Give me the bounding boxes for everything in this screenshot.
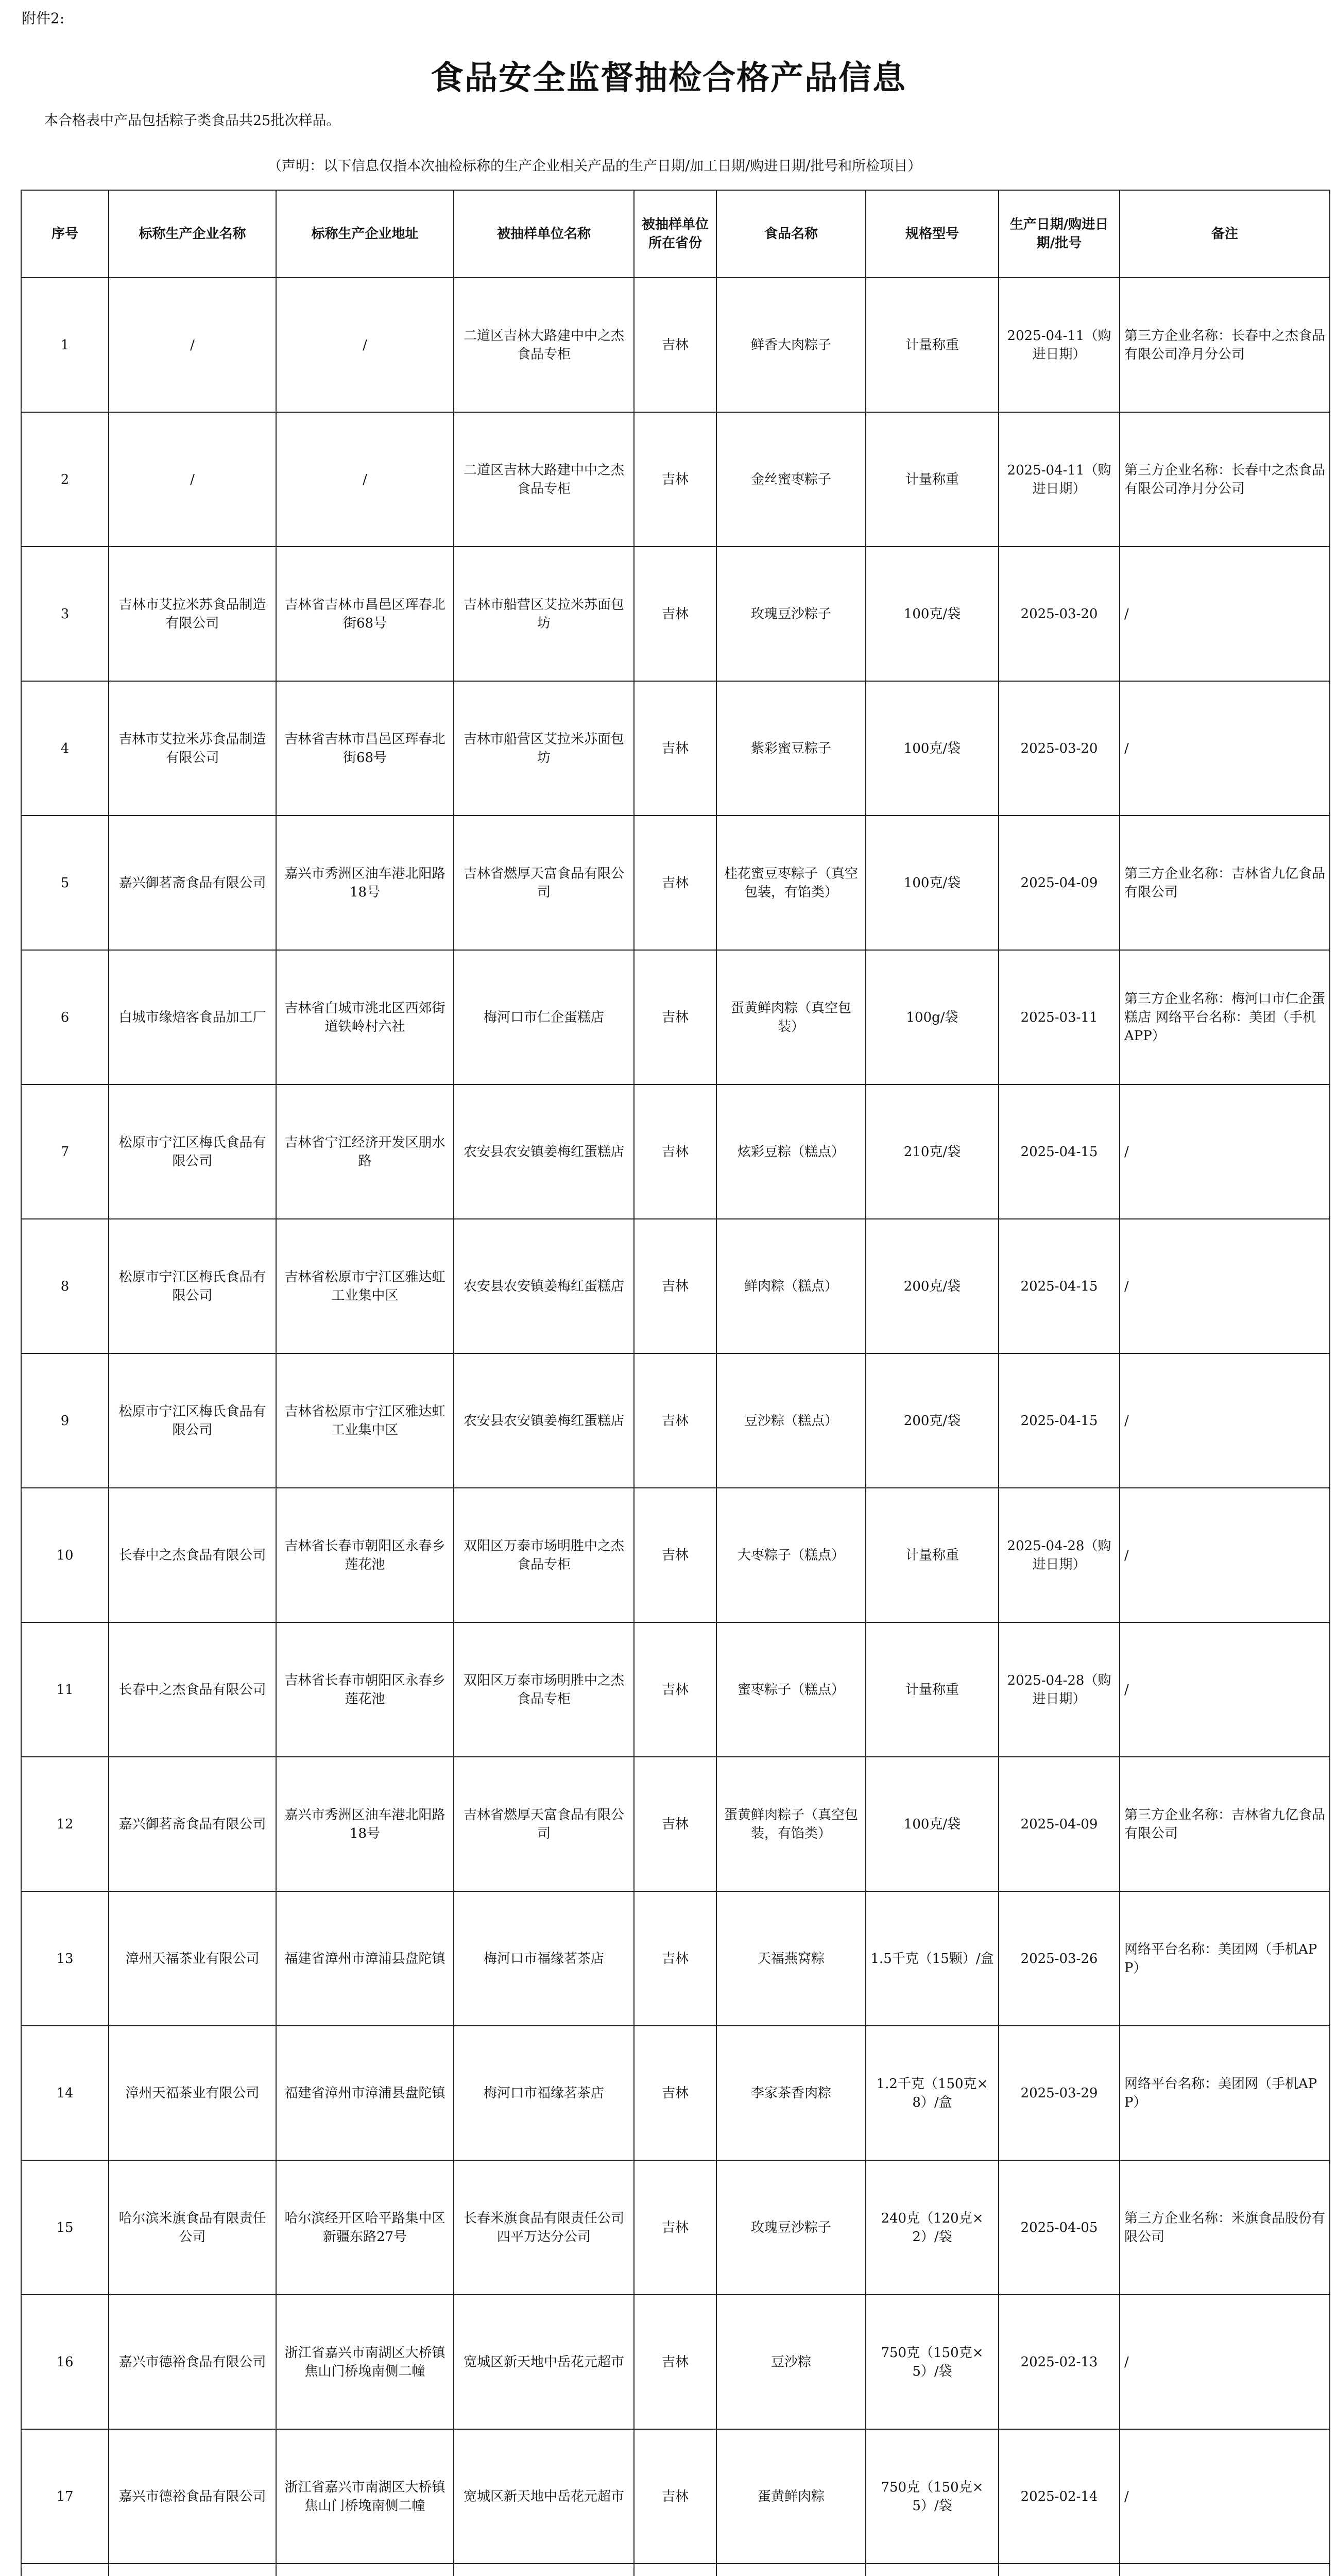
cell-manufacturer-address: 福建省漳州市漳浦县盘陀镇 (276, 2026, 454, 2160)
cell-manufacturer-address: 吉林省长春市朝阳区永春乡莲花池 (276, 1622, 454, 1757)
cell-manufacturer-address: 吉林省松原市宁江区雅达虹工业集中区 (276, 1353, 454, 1488)
cell-remark: / (1120, 547, 1330, 681)
product-table (21, 190, 1330, 2576)
table-row (21, 2295, 1330, 2429)
cell-spec: 240克（120克×2）/袋 (866, 2160, 999, 2295)
cell-remark: / (1120, 2295, 1330, 2429)
cell-manufacturer: 吉林市艾拉米苏食品制造有限公司 (109, 547, 276, 681)
cell-manufacturer-address: 吉林省松原市宁江区雅达虹工业集中区 (276, 1219, 454, 1353)
cell-province: 吉林 (634, 950, 716, 1084)
intro-text: 本合格表中产品包括粽子类食品共25批次样品。 (44, 113, 340, 129)
cell-food-name: 天福燕窝粽 (716, 1891, 866, 2026)
cell-food-name: 金丝蜜枣粽子 (716, 412, 866, 547)
cell-manufacturer: 白城市缘焙客食品加工厂 (109, 950, 276, 1084)
cell-manufacturer: 嘉兴御茗斋食品有限公司 (109, 1757, 276, 1891)
cell-province: 吉林 (634, 2160, 716, 2295)
cell-manufacturer: 嘉兴市德裕食品有限公司 (109, 2429, 276, 2564)
cell-manufacturer-address: 哈尔滨经开区哈平路集中区新疆东路27号 (276, 2160, 454, 2295)
cell-sampled-unit: 吉林市船营区艾拉米苏面包坊 (454, 547, 634, 681)
cell-date: 2025-03-29 (999, 2026, 1120, 2160)
cell-date: 2025-04-15 (999, 1084, 1120, 1219)
cell-sampled-unit: 农安县农安镇姜梅红蛋糕店 (454, 1219, 634, 1353)
cell-remark: / (1120, 681, 1330, 816)
cell-spec: 100克/袋 (866, 816, 999, 950)
table-row (21, 1488, 1330, 1622)
cell-date: 2025-02-13 (999, 2295, 1120, 2429)
cell-sampled-unit: 农安县农安镇姜梅红蛋糕店 (454, 1084, 634, 1219)
cell-spec: 100g/袋 (866, 950, 999, 1084)
cell-remark: 第三方企业名称：长春中之杰食品有限公司净月分公司 (1120, 412, 1330, 547)
header-sampled-unit: 被抽样单位名称 (454, 190, 634, 278)
table-row (21, 2564, 1330, 2576)
header-remark: 备注 (1120, 190, 1330, 278)
cell-sampled-unit: 二道区吉林大路建中中之杰食品专柜 (454, 412, 634, 547)
cell-food-name: 蛋黄鲜肉粽子（真空包装，有馅类） (716, 1757, 866, 1891)
cell-spec: 100克/袋 (866, 547, 999, 681)
cell-manufacturer: / (109, 412, 276, 547)
cell-spec: 1.2千克（150克×8）/盒 (866, 2026, 999, 2160)
cell-sampled-unit (454, 2564, 634, 2576)
cell-manufacturer: / (109, 278, 276, 412)
table-row (21, 1622, 1330, 1757)
cell-manufacturer-address: 浙江省嘉兴市南湖区大桥镇焦山门桥堍南侧二幢 (276, 2295, 454, 2429)
cell-food-name: 玫瑰豆沙粽子 (716, 2160, 866, 2295)
cell-province: 吉林 (634, 1084, 716, 1219)
cell-manufacturer: 松原市宁江区梅氏食品有限公司 (109, 1219, 276, 1353)
cell-spec: 210克/袋 (866, 1084, 999, 1219)
cell-remark: 第三方企业名称：吉林省九亿食品有限公司 (1120, 816, 1330, 950)
cell-remark: / (1120, 1622, 1330, 1757)
cell-manufacturer-address: 福建省漳州市漳浦县盘陀镇 (276, 1891, 454, 2026)
cell-food-name: 蛋黄鲜肉粽（真空包装） (716, 950, 866, 1084)
cell-food-name: 李家茶香肉粽 (716, 2026, 866, 2160)
cell-spec: 计量称重 (866, 1488, 999, 1622)
table-row (21, 547, 1330, 681)
cell-spec: 200克/袋 (866, 1219, 999, 1353)
cell-index (21, 2564, 109, 2576)
cell-date: 2025-03-20 (999, 547, 1120, 681)
cell-index: 5 (21, 816, 109, 950)
cell-spec: 计量称重 (866, 412, 999, 547)
table-row (21, 278, 1330, 412)
cell-manufacturer-address: 吉林省长春市朝阳区永春乡莲花池 (276, 1488, 454, 1622)
cell-index: 4 (21, 681, 109, 816)
cell-date: 2025-04-11（购进日期） (999, 412, 1120, 547)
cell-sampled-unit: 吉林市船营区艾拉米苏面包坊 (454, 681, 634, 816)
cell-manufacturer-address: 吉林省宁江经济开发区朋水路 (276, 1084, 454, 1219)
cell-date: 2025-03-26 (999, 1891, 1120, 2026)
table-row (21, 412, 1330, 547)
cell-remark: 网络平台名称：美团网（手机APP） (1120, 2026, 1330, 2160)
cell-province: 吉林 (634, 2295, 716, 2429)
cell-sampled-unit: 农安县农安镇姜梅红蛋糕店 (454, 1353, 634, 1488)
table-header-row (21, 190, 1330, 278)
cell-sampled-unit: 吉林省燃厚天富食品有限公司 (454, 816, 634, 950)
attachment-label: 附件2: (22, 10, 65, 27)
cell-index: 16 (21, 2295, 109, 2429)
header-province: 被抽样单位所在省份 (634, 190, 716, 278)
disclaimer-text: （声明：以下信息仅指本次抽检标称的生产企业相关产品的生产日期/加工日期/购进日期/批号和所检项目） (268, 158, 922, 174)
cell-province: 吉林 (634, 1757, 716, 1891)
cell-province: 吉林 (634, 412, 716, 547)
cell-date: 2025-03-11 (999, 950, 1120, 1084)
cell-sampled-unit: 宽城区新天地中岳花元超市 (454, 2295, 634, 2429)
cell-manufacturer: 松原市宁江区梅氏食品有限公司 (109, 1353, 276, 1488)
cell-food-name: 蛋黄鲜肉粽 (716, 2429, 866, 2564)
cell-date: 2025-04-28（购进日期） (999, 1622, 1120, 1757)
cell-sampled-unit: 双阳区万泰市场明胜中之杰食品专柜 (454, 1622, 634, 1757)
cell-sampled-unit: 梅河口市福缘茗茶店 (454, 2026, 634, 2160)
cell-index: 10 (21, 1488, 109, 1622)
cell-remark: / (1120, 2429, 1330, 2564)
cell-manufacturer (109, 2564, 276, 2576)
header-food-name: 食品名称 (716, 190, 866, 278)
cell-manufacturer: 长春中之杰食品有限公司 (109, 1488, 276, 1622)
cell-manufacturer: 松原市宁江区梅氏食品有限公司 (109, 1084, 276, 1219)
cell-food-name: 鲜香大肉粽子 (716, 278, 866, 412)
cell-sampled-unit: 双阳区万泰市场明胜中之杰食品专柜 (454, 1488, 634, 1622)
cell-sampled-unit: 二道区吉林大路建中中之杰食品专柜 (454, 278, 634, 412)
cell-index: 17 (21, 2429, 109, 2564)
cell-manufacturer-address (276, 2564, 454, 2576)
cell-food-name: 桂花蜜豆枣粽子（真空包装，有馅类） (716, 816, 866, 950)
cell-index: 8 (21, 1219, 109, 1353)
cell-province: 吉林 (634, 2026, 716, 2160)
cell-province: 吉林 (634, 1219, 716, 1353)
cell-manufacturer: 漳州天福茶业有限公司 (109, 1891, 276, 2026)
cell-manufacturer: 嘉兴市德裕食品有限公司 (109, 2295, 276, 2429)
cell-food-name: 蜜枣粽子（糕点） (716, 1622, 866, 1757)
cell-index: 15 (21, 2160, 109, 2295)
table-row (21, 816, 1330, 950)
cell-food-name: 玫瑰豆沙粽子 (716, 547, 866, 681)
cell-sampled-unit: 宽城区新天地中岳花元超市 (454, 2429, 634, 2564)
cell-manufacturer: 长春中之杰食品有限公司 (109, 1622, 276, 1757)
table-row (21, 1219, 1330, 1353)
cell-date: 2025-04-11（购进日期） (999, 278, 1120, 412)
cell-date (999, 2564, 1120, 2576)
cell-date: 2025-04-15 (999, 1219, 1120, 1353)
cell-food-name: 豆沙粽 (716, 2295, 866, 2429)
header-manufacturer: 标称生产企业名称 (109, 190, 276, 278)
cell-food-name: 炫彩豆粽（糕点） (716, 1084, 866, 1219)
cell-spec: 750克（150克×5）/袋 (866, 2429, 999, 2564)
cell-spec (866, 2564, 999, 2576)
cell-province: 吉林 (634, 547, 716, 681)
cell-remark: 第三方企业名称：米旗食品股份有限公司 (1120, 2160, 1330, 2295)
header-spec: 规格型号 (866, 190, 999, 278)
table-row (21, 2429, 1330, 2564)
cell-index: 3 (21, 547, 109, 681)
cell-manufacturer: 漳州天福茶业有限公司 (109, 2026, 276, 2160)
cell-remark: / (1120, 1488, 1330, 1622)
cell-index: 13 (21, 1891, 109, 2026)
cell-manufacturer-address: / (276, 278, 454, 412)
page-title: 食品安全监督抽检合格产品信息 (431, 59, 906, 97)
cell-remark: 网络平台名称：美团网（手机APP） (1120, 1891, 1330, 2026)
cell-sampled-unit: 梅河口市仁企蛋糕店 (454, 950, 634, 1084)
header-index: 序号 (21, 190, 109, 278)
cell-food-name: 紫彩蜜豆粽子 (716, 681, 866, 816)
cell-remark: / (1120, 1353, 1330, 1488)
cell-food-name (716, 2564, 866, 2576)
cell-food-name: 鲜肉粽（糕点） (716, 1219, 866, 1353)
cell-manufacturer-address: 吉林省白城市洮北区西郊街道铁岭村六社 (276, 950, 454, 1084)
cell-remark: / (1120, 1219, 1330, 1353)
cell-province: 吉林 (634, 681, 716, 816)
cell-manufacturer-address: 嘉兴市秀洲区油车港北阳路18号 (276, 816, 454, 950)
cell-date: 2025-04-09 (999, 1757, 1120, 1891)
cell-province: 吉林 (634, 278, 716, 412)
table-row (21, 2026, 1330, 2160)
cell-spec: 750克（150克×5）/袋 (866, 2295, 999, 2429)
cell-remark: 第三方企业名称：吉林省九亿食品有限公司 (1120, 1757, 1330, 1891)
cell-spec: 1.5千克（15颗）/盒 (866, 1891, 999, 2026)
cell-date: 2025-04-15 (999, 1353, 1120, 1488)
cell-manufacturer-address: 浙江省嘉兴市南湖区大桥镇焦山门桥堍南侧二幢 (276, 2429, 454, 2564)
cell-food-name: 大枣粽子（糕点） (716, 1488, 866, 1622)
cell-date: 2025-02-14 (999, 2429, 1120, 2564)
cell-index: 2 (21, 412, 109, 547)
cell-index: 7 (21, 1084, 109, 1219)
cell-manufacturer-address: / (276, 412, 454, 547)
table-row (21, 1891, 1330, 2026)
cell-province: 吉林 (634, 1488, 716, 1622)
cell-province: 吉林 (634, 816, 716, 950)
table-row (21, 1084, 1330, 1219)
cell-remark: / (1120, 1084, 1330, 1219)
cell-sampled-unit: 梅河口市福缘茗茶店 (454, 1891, 634, 2026)
cell-spec: 计量称重 (866, 1622, 999, 1757)
cell-remark: 第三方企业名称：梅河口市仁企蛋糕店 网络平台名称：美团（手机APP） (1120, 950, 1330, 1084)
cell-sampled-unit: 吉林省燃厚天富食品有限公司 (454, 1757, 634, 1891)
cell-remark: 第三方企业名称：长春中之杰食品有限公司净月分公司 (1120, 278, 1330, 412)
cell-date: 2025-03-20 (999, 681, 1120, 816)
cell-province: 吉林 (634, 2429, 716, 2564)
table-row (21, 1353, 1330, 1488)
cell-manufacturer-address: 吉林省吉林市昌邑区珲春北街68号 (276, 547, 454, 681)
cell-manufacturer-address: 嘉兴市秀洲区油车港北阳路18号 (276, 1757, 454, 1891)
cell-manufacturer: 吉林市艾拉米苏食品制造有限公司 (109, 681, 276, 816)
cell-manufacturer: 哈尔滨米旗食品有限责任公司 (109, 2160, 276, 2295)
cell-index: 14 (21, 2026, 109, 2160)
cell-index: 9 (21, 1353, 109, 1488)
cell-date: 2025-04-09 (999, 816, 1120, 950)
cell-date: 2025-04-28（购进日期） (999, 1488, 1120, 1622)
cell-spec: 100克/袋 (866, 1757, 999, 1891)
table-row (21, 2160, 1330, 2295)
cell-date: 2025-04-05 (999, 2160, 1120, 2295)
cell-spec: 计量称重 (866, 278, 999, 412)
cell-province (634, 2564, 716, 2576)
table-row (21, 950, 1330, 1084)
cell-sampled-unit: 长春米旗食品有限责任公司四平万达分公司 (454, 2160, 634, 2295)
cell-spec: 100克/袋 (866, 681, 999, 816)
cell-index: 1 (21, 278, 109, 412)
header-date: 生产日期/购进日期/批号 (999, 190, 1120, 278)
cell-food-name: 豆沙粽（糕点） (716, 1353, 866, 1488)
cell-manufacturer: 嘉兴御茗斋食品有限公司 (109, 816, 276, 950)
cell-province: 吉林 (634, 1891, 716, 2026)
cell-province: 吉林 (634, 1622, 716, 1757)
table-row (21, 1757, 1330, 1891)
cell-index: 11 (21, 1622, 109, 1757)
cell-manufacturer-address: 吉林省吉林市昌邑区珲春北街68号 (276, 681, 454, 816)
header-manufacturer-address: 标称生产企业地址 (276, 190, 454, 278)
cell-spec: 200克/袋 (866, 1353, 999, 1488)
cell-province: 吉林 (634, 1353, 716, 1488)
table-row (21, 681, 1330, 816)
cell-index: 12 (21, 1757, 109, 1891)
cell-remark (1120, 2564, 1330, 2576)
cell-index: 6 (21, 950, 109, 1084)
